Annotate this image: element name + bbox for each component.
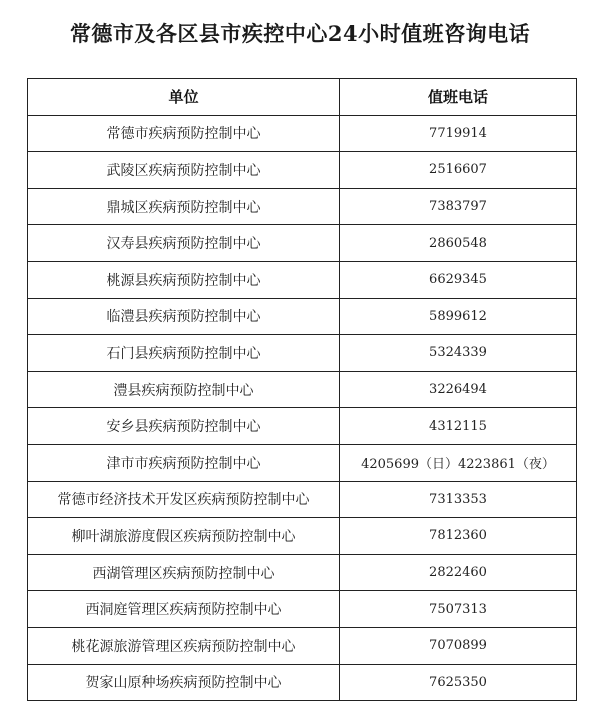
table-row: [28, 664, 577, 701]
phone-cell: 7812360: [340, 518, 577, 555]
table-row: [28, 627, 577, 664]
phone-cell: 2516607: [340, 152, 577, 189]
table-header-row: [28, 79, 577, 116]
hotline-table: [27, 78, 577, 701]
unit-cell: 安乡县疾病预防控制中心: [28, 408, 340, 445]
phone-cell: 7625350: [340, 664, 577, 701]
unit-cell: 澧县疾病预防控制中心: [28, 371, 340, 408]
phone-cell: 4312115: [340, 408, 577, 445]
unit-cell: 桃源县疾病预防控制中心: [28, 261, 340, 298]
phone-cell: 2860548: [340, 225, 577, 262]
phone-cell: 3226494: [340, 371, 577, 408]
unit-cell: 西洞庭管理区疾病预防控制中心: [28, 591, 340, 628]
table-row: [28, 554, 577, 591]
phone-cell: 5324339: [340, 335, 577, 372]
unit-cell: 桃花源旅游管理区疾病预防控制中心: [28, 627, 340, 664]
table-row: [28, 408, 577, 445]
table-row: [28, 298, 577, 335]
table-row: [28, 481, 577, 518]
table-row: [28, 115, 577, 152]
phone-cell: 7719914: [340, 115, 577, 152]
unit-cell: 汉寿县疾病预防控制中心: [28, 225, 340, 262]
table-row: [28, 152, 577, 189]
table-row: [28, 261, 577, 298]
column-header-phone: 值班电话: [340, 79, 577, 116]
phone-cell: 7383797: [340, 188, 577, 225]
table-row: [28, 444, 577, 481]
table-row: [28, 188, 577, 225]
phone-cell: 7070899: [340, 627, 577, 664]
unit-cell: 常德市疾病预防控制中心: [28, 115, 340, 152]
table-row: [28, 591, 577, 628]
table-row: [28, 335, 577, 372]
unit-cell: 贺家山原种场疾病预防控制中心: [28, 664, 340, 701]
table-row: [28, 371, 577, 408]
unit-cell: 西湖管理区疾病预防控制中心: [28, 554, 340, 591]
phone-cell: 7313353: [340, 481, 577, 518]
phone-cell: 4205699（日）4223861（夜）: [340, 444, 577, 481]
phone-cell: 7507313: [340, 591, 577, 628]
unit-cell: 常德市经济技术开发区疾病预防控制中心: [28, 481, 340, 518]
phone-cell: 2822460: [340, 554, 577, 591]
unit-cell: 鼎城区疾病预防控制中心: [28, 188, 340, 225]
phone-cell: 6629345: [340, 261, 577, 298]
unit-cell: 津市市疾病预防控制中心: [28, 444, 340, 481]
column-header-unit: 单位: [28, 79, 340, 116]
unit-cell: 柳叶湖旅游度假区疾病预防控制中心: [28, 518, 340, 555]
page-title: 常德市及各区县市疾控中心24小时值班咨询电话: [69, 21, 531, 46]
table-row: [28, 518, 577, 555]
phone-cell: 5899612: [340, 298, 577, 335]
table-row: [28, 225, 577, 262]
unit-cell: 武陵区疾病预防控制中心: [28, 152, 340, 189]
unit-cell: 石门县疾病预防控制中心: [28, 335, 340, 372]
unit-cell: 临澧县疾病预防控制中心: [28, 298, 340, 335]
